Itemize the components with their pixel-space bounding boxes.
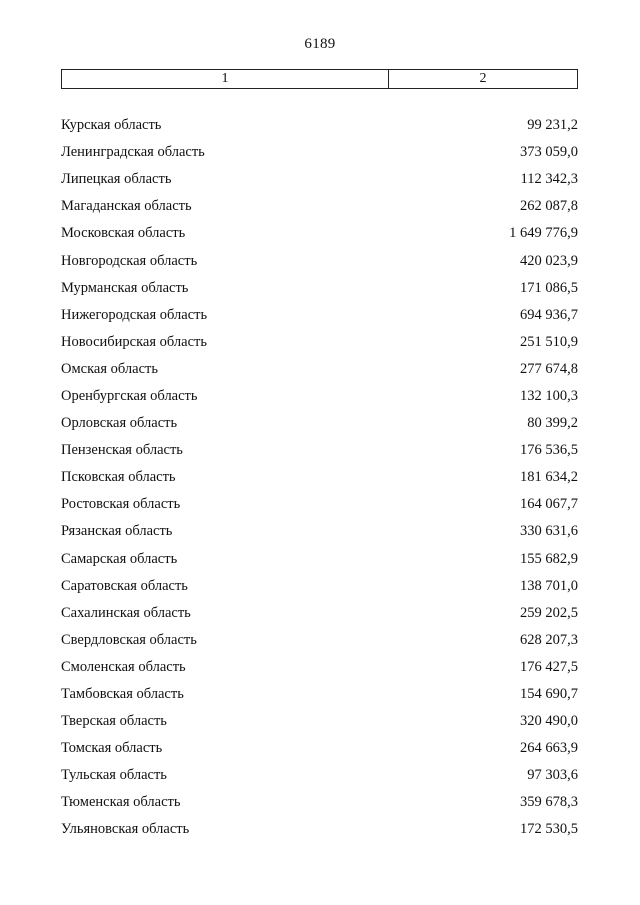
table-row bbox=[61, 166, 578, 193]
region-name: Липецкая область bbox=[61, 171, 172, 188]
table-row bbox=[61, 735, 578, 762]
table-row bbox=[61, 112, 578, 139]
table-row bbox=[61, 546, 578, 573]
region-name: Тюменская область bbox=[61, 794, 181, 811]
table-row bbox=[61, 220, 578, 247]
table-row bbox=[61, 193, 578, 220]
region-amount: 694 936,7 bbox=[520, 306, 578, 323]
table-row bbox=[61, 762, 578, 789]
table-row bbox=[61, 247, 578, 274]
region-amount: 80 399,2 bbox=[527, 415, 578, 432]
region-amount: 164 067,7 bbox=[520, 496, 578, 513]
table-row bbox=[61, 329, 578, 356]
table-row bbox=[61, 302, 578, 329]
region-name: Нижегородская область bbox=[61, 306, 208, 323]
table-row bbox=[61, 627, 578, 654]
region-amount: 1 649 776,9 bbox=[509, 225, 578, 242]
region-name: Курская область bbox=[61, 117, 162, 134]
region-amount: 628 207,3 bbox=[520, 631, 578, 648]
table-row bbox=[61, 139, 578, 166]
column-header-2: 2 bbox=[479, 71, 487, 86]
region-name: Тамбовская область bbox=[61, 686, 184, 703]
region-name: Тульская область bbox=[61, 767, 167, 784]
region-name: Московская область bbox=[61, 225, 186, 242]
region-name: Мурманская область bbox=[61, 279, 189, 296]
region-amount: 112 342,3 bbox=[520, 171, 578, 188]
region-name: Смоленская область bbox=[61, 658, 186, 675]
table-row bbox=[61, 464, 578, 491]
region-amount: 262 087,8 bbox=[520, 198, 578, 215]
table-row bbox=[61, 356, 578, 383]
region-name: Оренбургская область bbox=[61, 387, 198, 404]
table-row bbox=[61, 491, 578, 518]
column-header-1: 1 bbox=[62, 70, 389, 88]
region-name: Ульяновская область bbox=[61, 821, 190, 838]
table-row bbox=[61, 437, 578, 464]
region-amount: 132 100,3 bbox=[520, 387, 578, 404]
column-header-row bbox=[61, 69, 578, 89]
region-name: Свердловская область bbox=[61, 631, 197, 648]
region-amount: 176 536,5 bbox=[520, 442, 578, 459]
table-row bbox=[61, 600, 578, 627]
table-row bbox=[61, 681, 578, 708]
region-name: Орловская область bbox=[61, 415, 178, 432]
region-amount: 277 674,8 bbox=[520, 360, 578, 377]
region-name: Сахалинская область bbox=[61, 604, 191, 621]
region-name: Псковская область bbox=[61, 469, 176, 486]
region-name: Саратовская область bbox=[61, 577, 188, 594]
region-amount: 359 678,3 bbox=[520, 794, 578, 811]
region-amount: 171 086,5 bbox=[520, 279, 578, 296]
region-name: Тверская область bbox=[61, 713, 167, 730]
region-amount: 155 682,9 bbox=[520, 550, 578, 567]
region-amount: 154 690,7 bbox=[520, 686, 578, 703]
table-row bbox=[61, 410, 578, 437]
region-amount: 138 701,0 bbox=[520, 577, 578, 594]
table-row bbox=[61, 816, 578, 843]
region-amount: 176 427,5 bbox=[520, 658, 578, 675]
region-name: Томская область bbox=[61, 740, 163, 757]
region-amount: 99 231,2 bbox=[527, 117, 578, 134]
table-row bbox=[61, 573, 578, 600]
region-amount: 181 634,2 bbox=[520, 469, 578, 486]
table-row bbox=[61, 654, 578, 681]
table-row bbox=[61, 383, 578, 410]
page-number: 6189 bbox=[304, 36, 336, 52]
region-name: Ростовская область bbox=[61, 496, 181, 513]
region-amount: 420 023,9 bbox=[520, 252, 578, 269]
region-name: Омская область bbox=[61, 360, 158, 377]
region-name: Самарская область bbox=[61, 550, 178, 567]
region-amount: 264 663,9 bbox=[520, 740, 578, 757]
table-row bbox=[61, 708, 578, 735]
region-amount: 97 303,6 bbox=[527, 767, 578, 784]
region-table-body bbox=[61, 112, 578, 844]
region-name: Рязанская область bbox=[61, 523, 173, 540]
region-name: Новосибирская область bbox=[61, 333, 207, 350]
region-amount: 330 631,6 bbox=[520, 523, 578, 540]
table-row bbox=[61, 275, 578, 302]
region-name: Ленинградская область bbox=[61, 144, 205, 161]
region-amount: 373 059,0 bbox=[520, 144, 578, 161]
table-row bbox=[61, 518, 578, 545]
region-amount: 172 530,5 bbox=[520, 821, 578, 838]
region-amount: 320 490,0 bbox=[520, 713, 578, 730]
table-row bbox=[61, 789, 578, 816]
region-name: Новгородская область bbox=[61, 252, 198, 269]
region-amount: 251 510,9 bbox=[520, 333, 578, 350]
region-amount: 259 202,5 bbox=[520, 604, 578, 621]
region-name: Магаданская область bbox=[61, 198, 192, 215]
region-name: Пензенская область bbox=[61, 442, 183, 459]
